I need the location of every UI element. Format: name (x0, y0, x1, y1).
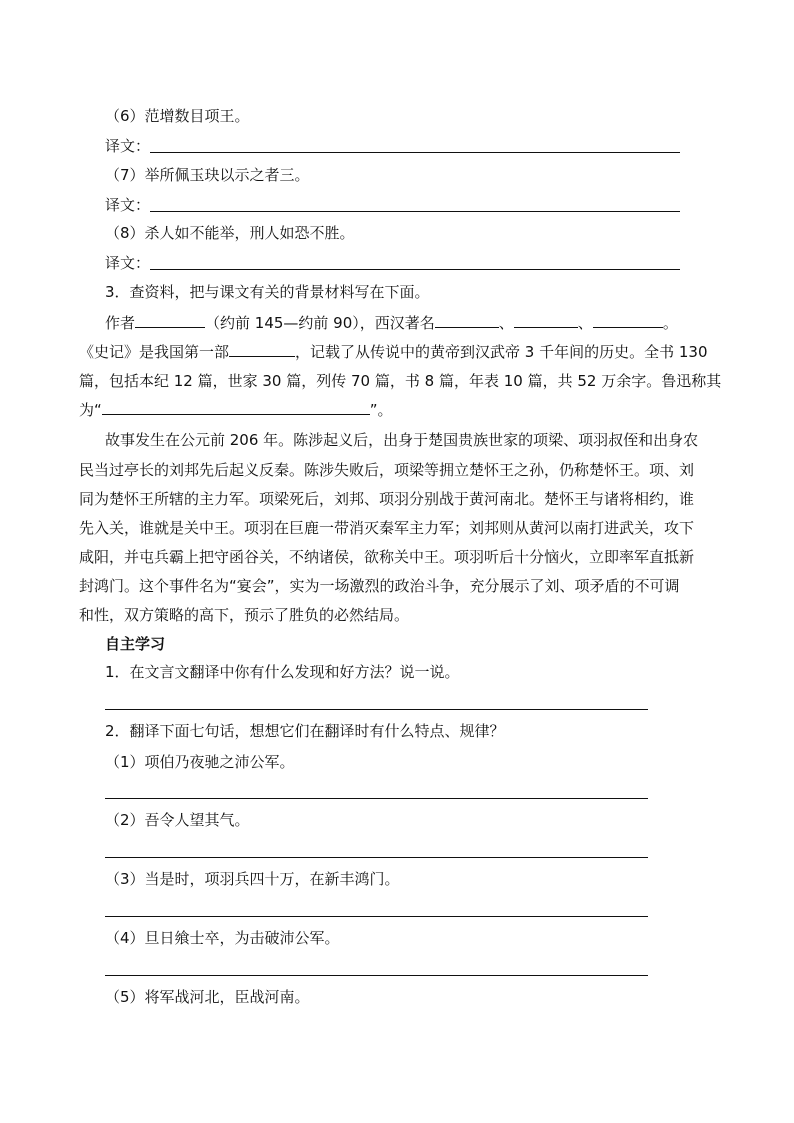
sentence-7: （7）举所佩玉玦以示之者三。 (105, 166, 310, 184)
translation-label-7: 译文： (105, 196, 151, 214)
self-study-q1: 1．在文言文翻译中你有什么发现和好方法？说一说。 (105, 663, 460, 681)
shiji-text-pre: 《史记》是我国第一部 (79, 343, 230, 361)
answer-line-8[interactable] (150, 269, 680, 270)
answer-line-q2-1[interactable] (105, 798, 648, 799)
story-line: 咸阳，并屯兵霸上把守函谷关，不纳诸侯，欲称关中王。项羽听后十分恼火，立即率军直抵新 (79, 548, 695, 566)
q3-shiji-line (79, 342, 708, 362)
q3-praise-line (79, 400, 393, 420)
story-line: 民当过亭长的刘邦先后起义反秦。陈涉失败后，项梁等拥立楚怀王之孙，仍称楚怀王。项、刘 (79, 461, 695, 479)
self-study-heading: 自主学习 (105, 635, 166, 653)
author-blank[interactable] (135, 313, 205, 328)
story-line: 和性，双方策略的高下，预示了胜负的必然结局。 (79, 606, 410, 624)
separator-1: 、 (498, 314, 514, 332)
q2-sentence-5: （5）将军战河北，臣战河南。 (105, 988, 310, 1006)
identity-blank-1[interactable] (435, 313, 499, 328)
praise-pre: 为“ (79, 401, 102, 419)
separator-2: 、 (577, 314, 593, 332)
answer-line-q2-3[interactable] (105, 916, 648, 917)
author-dates: （约前 145—约前 90），西汉著名 (205, 314, 435, 332)
author-label: 作者 (105, 314, 136, 332)
translation-label-6: 译文： (105, 137, 151, 155)
answer-line-q2-2[interactable] (105, 857, 648, 858)
answer-line-q2-4[interactable] (105, 975, 648, 976)
answer-line-q1[interactable] (105, 709, 648, 710)
shiji-text-post: ，记载了从传说中的黄帝到汉武帝 3 千年间的历史。全书 130 (295, 343, 708, 361)
praise-blank[interactable] (102, 400, 370, 415)
answer-line-7[interactable] (150, 211, 680, 212)
praise-post: ”。 (369, 401, 393, 419)
author-line-end: 。 (662, 314, 678, 332)
translation-label-8: 译文： (105, 254, 151, 272)
sentence-6: （6）范增数目项王。 (105, 107, 250, 125)
story-line: 先入关，谁就是关中王。项羽在巨鹿一带消灭秦军主力军；刘邦则从黄河以南打进武关，攻下 (79, 519, 695, 537)
identity-blank-3[interactable] (593, 313, 663, 328)
story-line: 封鸿门。这个事件名为“宴会”，实为一场激烈的政治斗争，充分展示了刘、项矛盾的不可调 (79, 577, 680, 595)
story-line: 同为楚怀王所辖的主力军。项梁死后，刘邦、项羽分别战于黄河南北。楚怀王与诸将相约，谁 (79, 490, 695, 508)
self-study-q2: 2．翻译下面七句话，想想它们在翻译时有什么特点、规律？ (105, 722, 505, 740)
q2-sentence-4: （4）旦日飨士卒，为击破沛公军。 (105, 929, 340, 947)
answer-line-6[interactable] (150, 152, 680, 153)
q3-prompt: 3．查资料，把与课文有关的背景材料写在下面。 (105, 283, 430, 301)
identity-blank-2[interactable] (514, 313, 578, 328)
q3-author-line (105, 313, 678, 333)
q3-line-3: 篇，包括本纪 12 篇，世家 30 篇，列传 70 篇，书 8 篇，年表 10 篇，共 52 万余字。鲁迅称其 (79, 372, 722, 390)
sentence-8: （8）杀人如不能举，刑人如恐不胜。 (105, 224, 355, 242)
q2-sentence-2: （2）吾令人望其气。 (105, 811, 250, 829)
shiji-blank[interactable] (229, 342, 295, 357)
q2-sentence-1: （1）项伯乃夜驰之沛公军。 (105, 753, 295, 771)
story-line: 故事发生在公元前 206 年。陈涉起义后，出身于楚国贵族世家的项梁、项羽叔侄和出身农 (105, 431, 699, 449)
q2-sentence-3: （3）当是时，项羽兵四十万，在新丰鸿门。 (105, 870, 400, 888)
